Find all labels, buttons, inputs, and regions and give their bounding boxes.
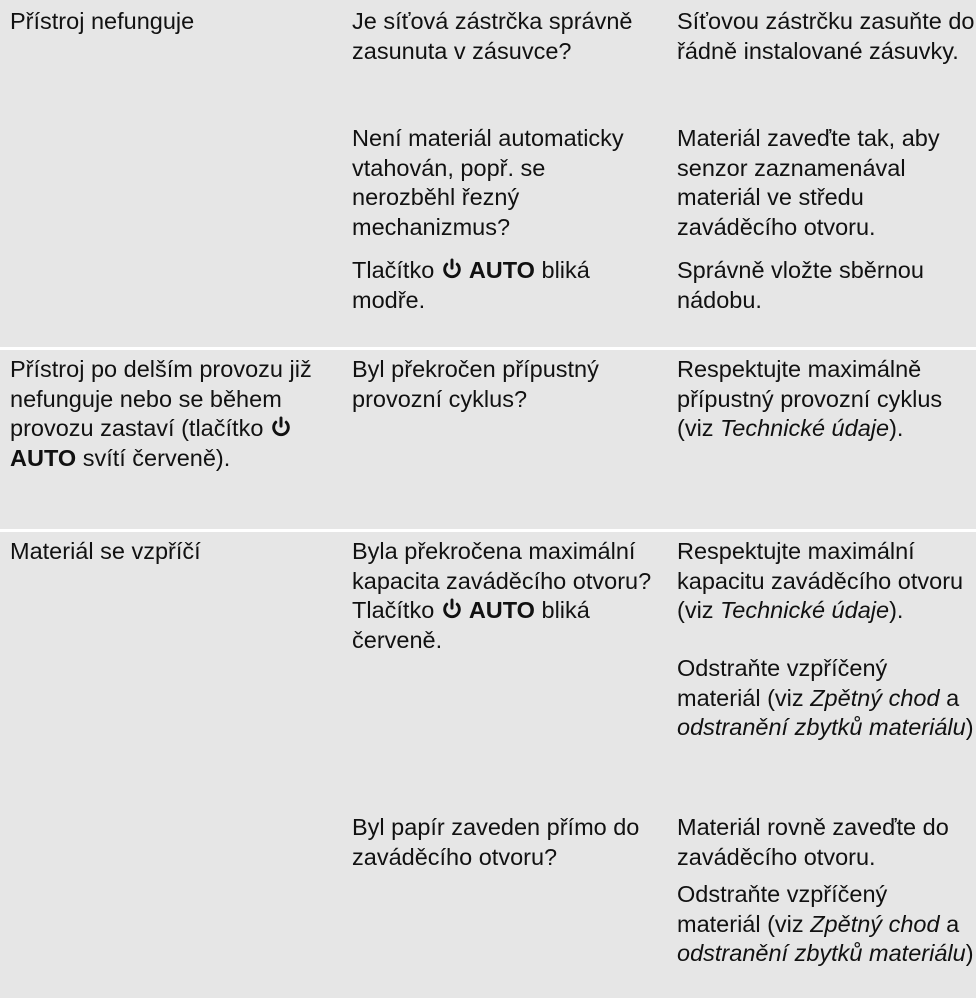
table-row [0,0,976,347]
power-icon [270,416,292,438]
problem-text: Materiál se vzpříčí [10,538,201,564]
cause-cell [352,124,652,242]
remedy-cell [677,813,976,872]
cause-cell [352,813,652,872]
cause-cell [352,355,652,414]
problem-text: Přístroj nefunguje [10,8,195,34]
table-row [0,350,976,529]
remedy-text: Materiál rovně zaveďte do zaváděcího otvoru. [677,814,949,870]
cause-text: Byla překročena maximální kapacita zaváděcího otvoru? Tlačítko AUTO bliká červeně. [352,538,652,653]
cause-text: Je síťová zástrčka správně zasunuta v zásuvce? [352,8,633,64]
cause-cell [352,256,652,315]
power-icon [441,258,463,280]
cause-text: Není materiál automaticky vtahován, popř. se nerozběhl řezný mechanizmus? [352,125,624,240]
remedy-text: Odstraňte vzpříčený materiál (viz Zpětný chod a odstranění zbytků materiálu) [677,881,974,966]
problem-cell [10,355,330,473]
problem-cell [10,537,330,567]
remedy-cell [677,880,976,969]
cause-text: Byl překročen přípustný provozní cyklus? [352,356,599,412]
cause-cell [352,7,652,66]
remedy-cell [677,654,976,743]
power-icon [441,598,463,620]
remedy-text: Správně vložte sběrnou nádobu. [677,257,924,313]
remedy-cell [677,537,976,626]
cause-text: Tlačítko AUTO bliká modře. [352,257,590,313]
table-row [0,532,976,998]
cause-cell [352,537,652,655]
remedy-cell [677,124,976,242]
remedy-text: Respektujte maximálně přípustný provozní cyklus (viz Technické údaje). [677,356,943,441]
remedy-cell [677,7,976,66]
remedy-cell [677,256,976,315]
remedy-text: Odstraňte vzpříčený materiál (viz Zpětný chod a odstranění zbytků materiálu) [677,655,974,740]
remedy-text: Respektujte maximální kapacitu zaváděcího otvoru (viz Technické údaje). [677,538,964,623]
remedy-text: Materiál zaveďte tak, aby senzor zaznamenával materiál ve středu zaváděcího otvoru. [677,125,940,240]
problem-text: Přístroj po delším provozu již nefunguje nebo se během provozu zastaví (tlačítko AUTO svítí červeně). [10,356,312,471]
cause-text: Byl papír zaveden přímo do zaváděcího otvoru? [352,814,640,870]
problem-cell [10,7,330,37]
remedy-cell [677,355,976,444]
remedy-text: Síťovou zástrčku zasuňte do řádně instalované zásuvky. [677,8,975,64]
